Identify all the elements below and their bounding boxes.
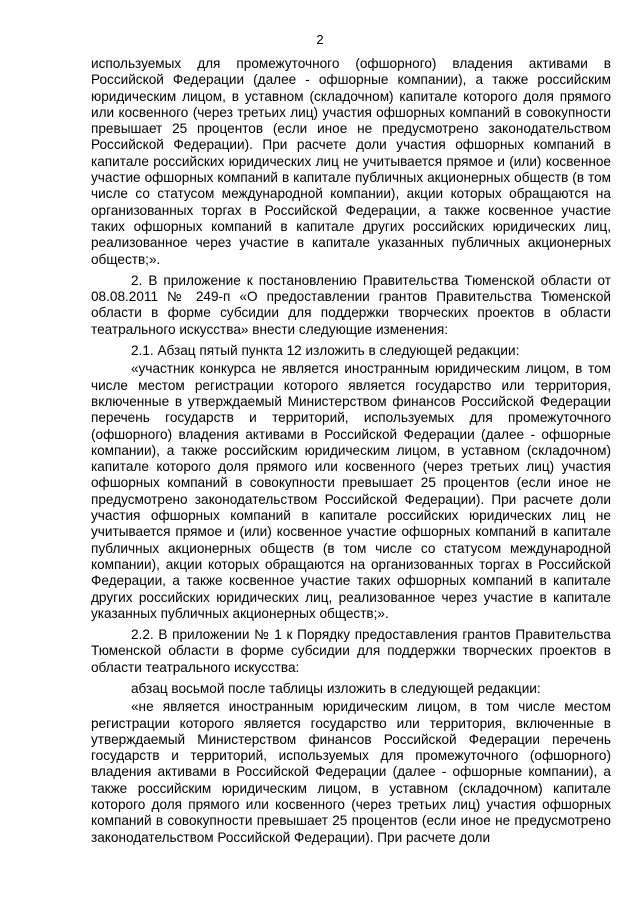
paragraph-item-2: 2. В приложение к постановлению Правительства Тюменской области от 08.08.2011 № 249-п «О предоставлении грантов Правительства Тюменской области в форме субсидии для поддержки творческих проектов в области театрального искусства» внести следующие изменения: (91, 272, 611, 337)
paragraph-item-2-1: 2.1. Абзац пятый пункта 12 изложить в следующей редакции: (131, 343, 520, 359)
paragraph-instruction: абзац восьмой после таблицы изложить в следующей редакции: (131, 680, 541, 696)
paragraph-quote-2: «не является иностранным юридическим лицом, в том числе местом регистрации которого является государство или территория, включенные в утверждаемый Министерством финансов Российской Федерации перечень государств и территорий, используемых для промежуточного (офшорного) владения активами в Российской Федерации (далее - офшорные компании), а также российским юридическим лицом, в уставном (складочном) капитале которого доля прямого или косвенного (через третьих лиц) участия офшорных компаний в совокупности превышает 25 процентов (если иное не предусмотрено законодательством Российской Федерации). При расчете доли (91, 699, 611, 845)
paragraph-quote-1: «участник конкурса не является иностранным юридическим лицом, в том числе местом регистрации которого является государство или территория, включенные в утверждаемый Министерством финансов Российской Федерации перечень государств и территорий, используемых для промежуточного (офшорного) владения активами в Российской Федерации (далее - офшорные компании), а также российским юридическим лицом, в уставном (складочном) капитале которого доля прямого или косвенного (через третьих лиц) участия офшорных компаний в совокупности превышает 25 процентов (если иное не предусмотрено законодательством Российской Федерации). При расчете доли участия офшорных компаний в капитале российских юридических лиц не учитывается прямое и (или) косвенное участие офшорных компаний в капитале публичных акционерных обществ (в том числе со статусом международной компании), акции которых обращаются на организованных торгах в Российской Федерации, а также косвенное участие таких офшорных компаний в капитале других российских юридических лиц, реализованное через участие в капитале указанных публичных акционерных обществ;». (91, 361, 611, 621)
paragraph-continuation: используемых для промежуточного (офшорного) владения активами в Российской Федерации (далее - офшорные компании), а также российским юридическим лицом, в уставном (складочном) капитале которого доля прямого или косвенного (через третьих лиц) участия офшорных компаний в совокупности превышает 25 процентов (если иное не предусмотрено законодательством Российской Федерации). При расчете доли участия офшорных компаний в капитале российских юридических лиц не учитывается прямое и (или) косвенное участие офшорных компаний в капитале публичных акционерных обществ (в том числе со статусом международной компании), акции которых обращаются на организованных торгах в Российской Федерации, а также косвенное участие таких офшорных компаний в капитале других российских юридических лиц, реализованное через участие в капитале указанных публичных акционерных обществ;». (91, 56, 611, 267)
page-number: 2 (316, 32, 324, 47)
paragraph-item-2-2: 2.2. В приложении № 1 к Порядку предоставления грантов Правительства Тюменской области в форме субсидии для поддержки творческих проектов в области театрального искусства: (91, 627, 611, 675)
document-body (91, 56, 611, 851)
